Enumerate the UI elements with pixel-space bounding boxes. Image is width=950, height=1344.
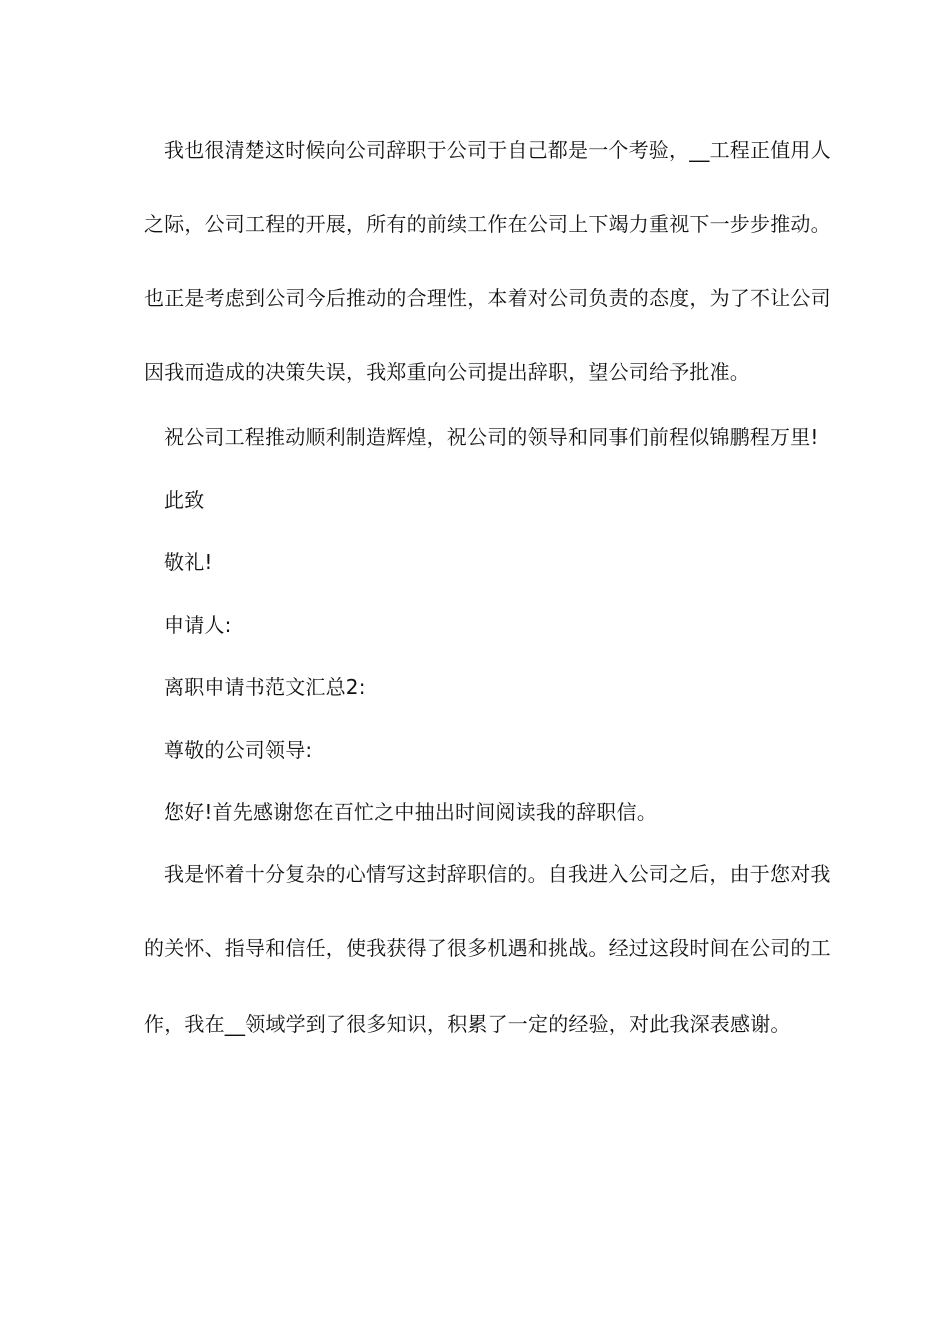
- paragraph-2-line-2: 的关怀、指导和信任，使我获得了很多机遇和挑战。经过这段时间在公司的工: [144, 936, 831, 960]
- salutation: 尊敬的公司领导:: [164, 738, 313, 762]
- applicant-label: 申请人:: [164, 613, 232, 637]
- paragraph-2-line-1: 我是怀着十分复杂的心情写这封辞职信的。自我进入公司之后，由于您对我: [164, 862, 831, 886]
- paragraph-2-line-3: 作，我在__领域学到了很多知识，积累了一定的经验，对此我深表感谢。: [144, 1012, 791, 1036]
- wish-line: 祝公司工程推动顺利制造辉煌，祝公司的领导和同事们前程似锦鹏程万里!: [164, 425, 819, 449]
- paragraph-1-line-2: 之际，公司工程的开展，所有的前续工作在公司上下竭力重视下一步步推动。: [144, 212, 831, 236]
- closing-jingli: 敬礼!: [164, 550, 213, 574]
- section-title: 离职申请书范文汇总2:: [164, 675, 366, 699]
- paragraph-1-line-4: 因我而造成的决策失误，我郑重向公司提出辞职，望公司给予批准。: [144, 360, 750, 384]
- paragraph-1-line-1: 我也很清楚这时候向公司辞职于公司于自己都是一个考验，__工程正值用人: [164, 138, 831, 162]
- greeting-line: 您好!首先感谢您在百忙之中抽出时间阅读我的辞职信。: [164, 800, 658, 824]
- closing-cizhi: 此致: [164, 488, 205, 512]
- paragraph-1-line-3: 也正是考虑到公司今后推动的合理性，本着对公司负责的态度，为了不让公司: [144, 286, 831, 310]
